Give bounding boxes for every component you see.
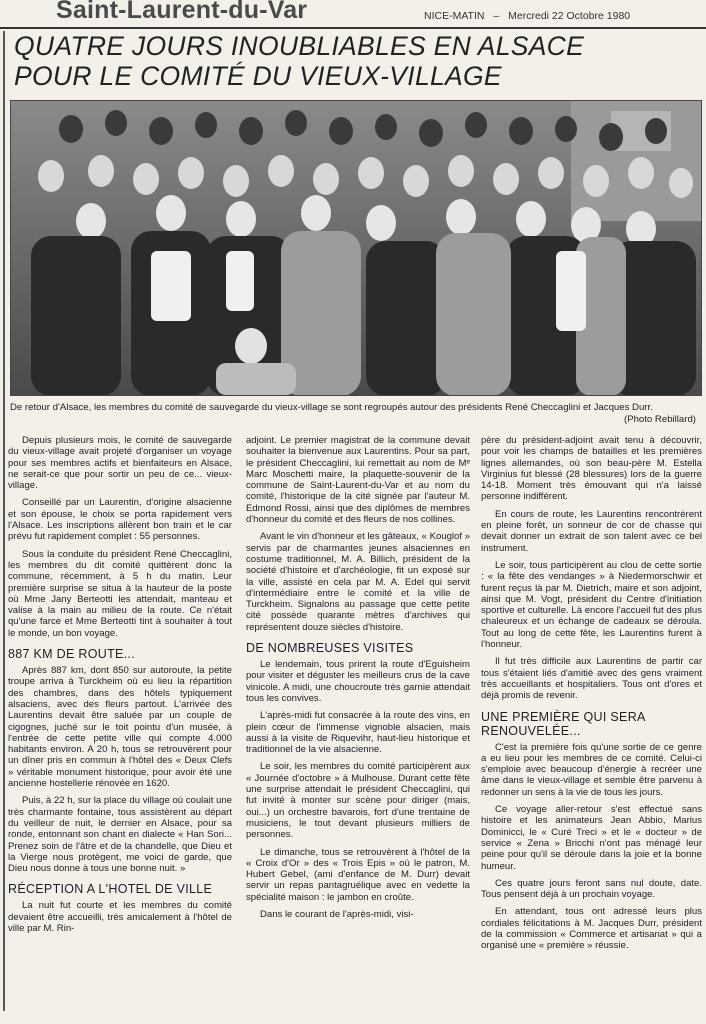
separator: – — [493, 10, 500, 22]
paragraph: En attendant, tous ont adressé leurs plus cordiales félicitations à M. Jacques Durr, président de la commission « Commerce et artisanat » qui a organisé une « première » réussie. — [481, 906, 702, 952]
paragraph: Depuis plusieurs mois, le comité de sauvegarde du vieux-village avait projeté d'organiser un voyage pour ses membres actifs et bienfaiteurs en Alsace, ne serait-ce que pour sortir un peu de ce... vieux-village. — [8, 435, 232, 492]
headline-line-2: POUR LE COMITÉ DU VIEUX-VILLAGE — [14, 61, 502, 91]
publication-info — [424, 10, 630, 22]
paragraph: Il fut très difficile aux Laurentins de partir car tous s'étaient liés d'amitié avec des gens vraiment très accueillants et hospitaliers. Tous ont d'ores et déjà promis de revenir. — [481, 656, 702, 702]
headline — [14, 31, 704, 91]
subheading: 887 KM DE ROUTE... — [8, 647, 135, 662]
paragraph: Le soir, tous participèrent au clou de cette sortie : « la fête des vendanges » à Niedermorschwir et furent reçus là par M. Dietrich, maire et son adjoint, ainsi que M. Vogt, président du Centre d'initiation sportive et culturelle. Là encore l'accueil fut des plus chaleureux et un échange de cadeaux se déroula. Tout au long de cette fête, les Laurentins furent à l'honneur. — [481, 559, 702, 651]
masthead — [0, 0, 706, 30]
paragraph: Avant le vin d'honneur et les gâteaux, « Kouglof » servis par de charmantes jeunes alsaciennes en costume traditionnel, M. A. Billich, président de la société d'histoire et d'archéologie, fit un exposé sur la ville, assisté en cela par M. A. Edel qui servit d'intermédiaire entre le comité et la ville de Turckheim. Signalons au passage que cette petite cité possède quarante mètres d'archives qui représentent douze siècles d'histoire. — [246, 531, 470, 633]
paragraph: Ce voyage aller-retour s'est effectué sans histoire et les animateurs Jean Abbio, Marius Dominicci, le « Curé Treci » et le « docteur » de service « Zena » Bricchi n'ont pas ménagé leur peine pour qu'il se déroule dans la joie et la bonne humeur. — [481, 804, 702, 872]
paragraph: Le lendemain, tous prirent la route d'Eguisheim pour visiter et déguster les meilleurs crus de la cave vinicole. A midi, une choucroute très garnie attendait tous les convives. — [246, 659, 470, 704]
paragraph: Sous la conduite du président René Checcaglini, les membres du dit comité quittèrent donc la commune, récemment, à 5 h du matin. Leur première surprise se situa à la hauteur de la poste où Mme Jany Berteotti les attendait, manteau et valise à la main au milieu de la route. Ce n'était qu'une farce et Mme Berteotti tint à souhaiter à tout le monde, un bon voyage. — [8, 548, 232, 639]
left-margin-rule — [3, 31, 5, 1011]
publication-date: Mercredi 22 Octobre 1980 — [508, 10, 631, 22]
paragraph: Le dimanche, tous se retrouvèrent à l'hôtel de la « Croix d'Or » des « Trois Epis » où le patron, M. Hubert Gebel, (ami d'enfance de M. Durr) devait servir un repas pantagruélique avec en vedette la spécialité maison : le jambon en croûte. — [246, 846, 470, 903]
paragraph: C'est la première fois qu'une sortie de ce genre a eu lieu pour les membres de ce comité. Celui-ci s'emploie avec beaucoup d'énergie à recréer une âme dans le vieux-village et semble être parvenu à redonner un sens à la vie de tous les jours. — [481, 741, 702, 798]
subheading: UNE PREMIÈRE QUI SERA RENOUVELÉE... — [481, 709, 645, 738]
subheading: RÉCEPTION A L'HOTEL DE VILLE — [8, 882, 213, 897]
group-photo — [10, 100, 702, 396]
newspaper-name: NICE-MATIN — [424, 10, 485, 22]
group-photo-illustration — [11, 101, 701, 395]
headline-line-1: QUATRE JOURS INOUBLIABLES EN ALSACE — [14, 31, 585, 61]
photo-caption — [10, 402, 700, 425]
masthead-rule — [0, 27, 706, 29]
paragraph: père du président-adjoint avait tenu à découvrir, pour voir les champs de batailles et les premières lignes allemandes, où son beau-père M. Estella Virginius fut blessé (28 blessures) lors de la guerre 14-18. Moment très émouvant qui n'a laissé personne indifférent. — [481, 435, 702, 503]
paragraph: Conseillé par un Laurentin, d'origine alsacienne et son épouse, le choix se porta rapidement vers l'Alsace. Les inscriptions allèrent bon train et le car prévu fut rapidement complet : 55 personnes. — [8, 497, 232, 543]
photo-credit: (Photo Rebillard) — [624, 414, 696, 425]
section-title: Saint-Laurent-du-Var — [56, 0, 308, 24]
paragraph: Le soir, les membres du comité participèrent aux « Journée d'octobre » à Mulhouse. Durant cette fête une surprise attendait le président Checcaglini, qui fut invité à monter sur scène pour diriger (mais, oui...) un orchestre bavarois, fort d'une trentaine de musiciens, le tout devant plusieurs milliers de personnes. — [246, 761, 470, 841]
paragraph: En cours de route, les Laurentins rencontrèrent en pleine forêt, un sonneur de cor de chasse qui devait donner un extrait de son talent avec ce bel instrument. — [481, 508, 702, 554]
paragraph: Après 887 km, dont 850 sur autoroute, la petite troupe arriva à Turckheim où eu lieu la répartition des chambres, dans des hôtels typiquement alsaciens, avec des fleurs partout. L'arrivée des Laurentins devait être saluée par un couple de cigognes, juché sur le toit pointu d'un musée, à l'entrée de cette petite ville qui compte 4.000 habitants environ. A 20 h, tous se retrouvèrent pour un dîner pris en commun à l'hôtel des « Deux Clefs » véritable monument historique, pour avoir été une ancienne hostellerie rénovée en 1620. — [8, 665, 232, 790]
paragraph: L'après-midi fut consacrée à la route des vins, en plein cœur de l'immense vignoble alsacien, mais aussi à la visite de Riquevihr, haut-lieu historique et traditionnel de la vie alsacienne. — [246, 710, 470, 756]
subheading: DE NOMBREUSES VISITES — [246, 641, 414, 656]
caption-text: De retour d'Alsace, les membres du comité de sauvegarde du vieux-village se sont regroupés autour des présidents René Checcaglini et Jacques Durr. — [10, 402, 653, 413]
paragraph: La nuit fut courte et les membres du comité devaient être accueilli, très amicalement à l'hôtel de ville par M. Rin- — [8, 900, 232, 934]
paragraph: adjoint. Le premier magistrat de la commune devait souhaiter la bienvenue aux Laurentins. Pour sa part, le président Checcaglini, lui remettait au nom de Mᵉ Marc Moschetti maire, la plaquette-souvenir de la commune de Saint-Laurent-du-Var et au nom du comité, l'historique de la cité signée par l'auteur M. Edmond Rossi, ainsi que des diplômes de membres d'honneur du comité et des fleurs de nos collines. — [246, 435, 470, 526]
paragraph: Dans le courant de l'après-midi, visi- — [260, 908, 414, 920]
article-column-2 — [246, 435, 470, 926]
paragraph: Ces quatre jours feront sans nul doute, date. Tous pensent déjà à un prochain voyage. — [481, 877, 702, 901]
paragraph: Puis, à 22 h, sur la place du village où coulait une très charmante fontaine, tous assistèrent au départ du veilleur de nuit, le dernier en Alsace, pour sa ronde, entonnant son chant en dialecte « Han Sori... Prenez soin de l'âtre et de la chandelle, que Dieu et la Vierge nous protègent, me voici de garde, que Dieu nous donne à tous une bonne nuit. » — [8, 795, 232, 875]
article-column-1 — [8, 435, 232, 940]
article-column-3 — [481, 435, 702, 958]
